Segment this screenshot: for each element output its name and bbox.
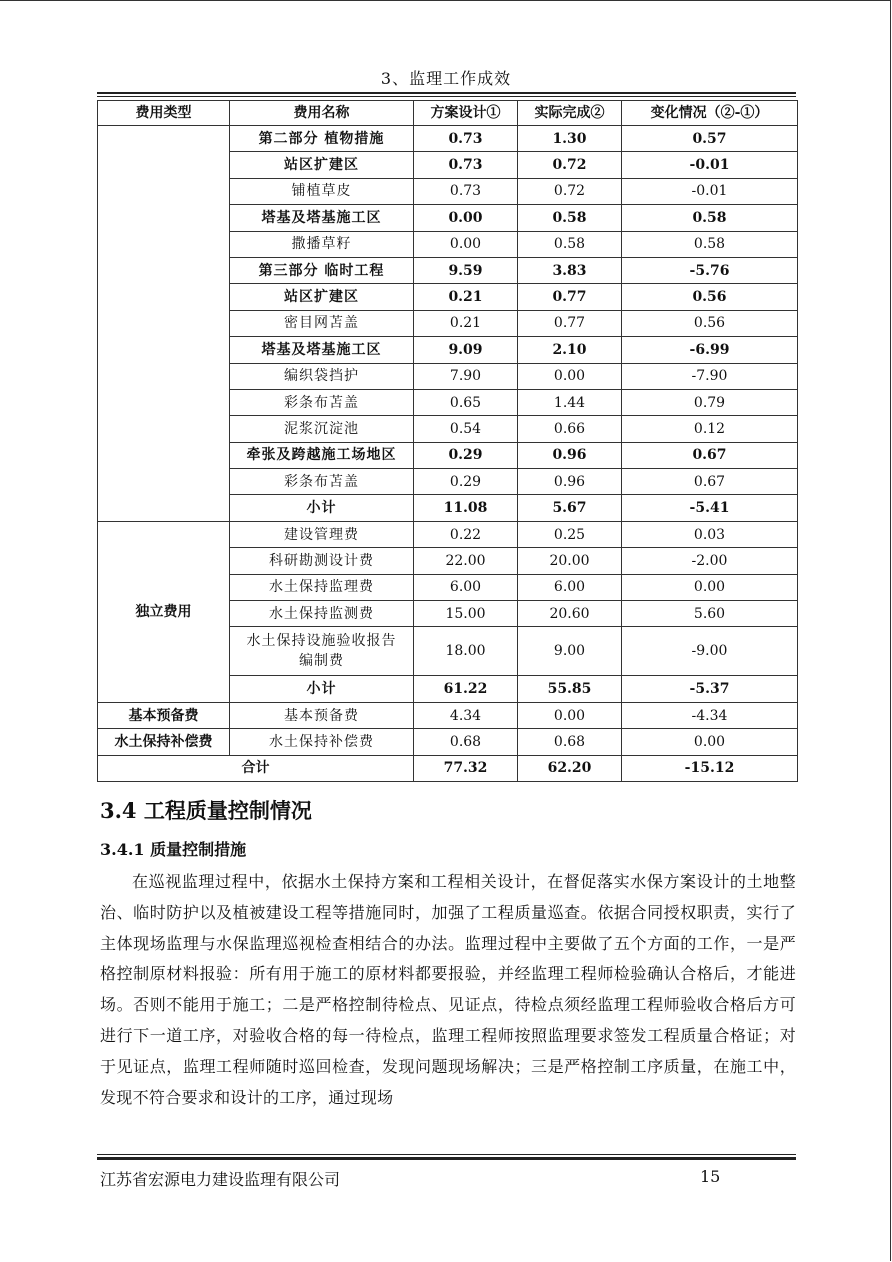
- row-plan: 0.65: [414, 389, 518, 415]
- section-title: 3.4 工程质量控制情况: [100, 798, 312, 823]
- row-actual: 0.58: [518, 231, 622, 257]
- compensation-type-cell: 水土保持补偿费: [98, 729, 230, 755]
- row-plan: 0.21: [414, 310, 518, 336]
- row-plan: 0.54: [414, 416, 518, 442]
- row-actual: 0.72: [518, 152, 622, 178]
- row-plan: 0.00: [414, 205, 518, 231]
- independent-fee-type-cell: 独立费用: [98, 521, 230, 702]
- row-plan: 0.29: [414, 442, 518, 468]
- row-name: 基本预备费: [230, 702, 414, 728]
- row-actual: 0.25: [518, 521, 622, 547]
- row-actual: 0.58: [518, 205, 622, 231]
- row-actual: 0.00: [518, 363, 622, 389]
- row-name: 泥浆沉淀池: [230, 416, 414, 442]
- row-actual: 2.10: [518, 337, 622, 363]
- row-name: 塔基及塔基施工区: [230, 205, 414, 231]
- row-change: -4.34: [622, 702, 798, 728]
- row-name: 水土保持监理费: [230, 574, 414, 600]
- row-plan: 0.73: [414, 178, 518, 204]
- row-name: 水土保持补偿费: [230, 729, 414, 755]
- header-rule: [97, 92, 796, 94]
- row-plan: 9.09: [414, 337, 518, 363]
- row-change: -5.41: [622, 495, 798, 521]
- row-actual: 0.66: [518, 416, 622, 442]
- row-change: 0.56: [622, 284, 798, 310]
- row-change: -0.01: [622, 152, 798, 178]
- row-actual: 0.77: [518, 310, 622, 336]
- footer-company: 江苏省宏源电力建设监理有限公司: [100, 1170, 341, 1189]
- row-plan: 0.29: [414, 469, 518, 495]
- row-plan: 22.00: [414, 548, 518, 574]
- row-actual: 20.00: [518, 548, 622, 574]
- row-actual: 0.77: [518, 284, 622, 310]
- col-header-name: 费用名称: [230, 101, 414, 126]
- row-plan: 0.68: [414, 729, 518, 755]
- col-header-plan: 方案设计①: [414, 101, 518, 126]
- row-actual: 0.00: [518, 702, 622, 728]
- row-change: 0.03: [622, 521, 798, 547]
- row-change: 0.57: [622, 126, 798, 152]
- row-plan: 7.90: [414, 363, 518, 389]
- row-change: 0.12: [622, 416, 798, 442]
- row-name: 彩条布苫盖: [230, 469, 414, 495]
- row-change: 0.67: [622, 442, 798, 468]
- row-name: 编织袋挡护: [230, 363, 414, 389]
- body-paragraph: 在巡视监理过程中，依据水土保持方案和工程相关设计，在督促落实水保方案设计的土地整治、临时防护以及植被建设工程等措施同时，加强了工程质量巡查。依据合同授权职责，实行了主体现场监理与水保监理巡视检查相结合的办法。监理过程中主要做了五个方面的工作，一是严格控制原材料报验：所有用于施工的原材料都要报验，并经监理工程师检验确认合格后，才能进场。否则不能用于施工；二是严格控制待检点、见证点，待检点须经监理工程师验收合格后方可进行下一道工序，对验收合格的每一待检点，监理工程师按照监理要求签发工程质量合格证；对于见证点，监理工程师随时巡回检查，发现问题现场解决；三是严格控制工序质量，在施工中，发现不符合要求和设计的工序，通过现场: [100, 872, 796, 1107]
- row-actual: 0.96: [518, 469, 622, 495]
- row-plan: 0.73: [414, 126, 518, 152]
- row-name: [230, 627, 414, 676]
- row-change: 0.56: [622, 310, 798, 336]
- row-name: 科研勘测设计费: [230, 548, 414, 574]
- header-rule-thin: [97, 96, 796, 97]
- row-name: 塔基及塔基施工区: [230, 337, 414, 363]
- row-name: 站区扩建区: [230, 152, 414, 178]
- table-row-total: [98, 755, 798, 781]
- table-row: [98, 729, 798, 755]
- reserve-type-cell: 基本预备费: [98, 702, 230, 728]
- row-name: 建设管理费: [230, 521, 414, 547]
- row-name-line2: 编制费: [299, 653, 344, 670]
- col-header-type: 费用类型: [98, 101, 230, 126]
- group-type-cell: [98, 126, 230, 522]
- row-name: 站区扩建区: [230, 284, 414, 310]
- row-actual: 0.72: [518, 178, 622, 204]
- row-name-line1: 水土保持设施验收报告: [246, 633, 397, 650]
- row-change: -6.99: [622, 337, 798, 363]
- table-row: [98, 702, 798, 728]
- row-actual: 1.44: [518, 389, 622, 415]
- footer-rule-thin: [97, 1154, 796, 1155]
- row-name: 水土保持监测费: [230, 601, 414, 627]
- row-change: -9.00: [622, 627, 798, 676]
- row-plan: 0.00: [414, 231, 518, 257]
- row-plan: 4.34: [414, 702, 518, 728]
- row-change: -2.00: [622, 548, 798, 574]
- row-actual: 6.00: [518, 574, 622, 600]
- total-plan: 77.32: [414, 755, 518, 781]
- row-change: -0.01: [622, 178, 798, 204]
- subsection-title: 3.4.1 质量控制措施: [100, 840, 247, 859]
- row-name: 撒播草籽: [230, 231, 414, 257]
- row-actual: 9.00: [518, 627, 622, 676]
- table-header-row: [98, 101, 798, 126]
- row-name: 第三部分 临时工程: [230, 257, 414, 283]
- row-actual: 0.68: [518, 729, 622, 755]
- row-actual: 55.85: [518, 676, 622, 702]
- row-plan: 9.59: [414, 257, 518, 283]
- page-number: 15: [700, 1167, 721, 1186]
- row-plan: 0.21: [414, 284, 518, 310]
- row-name: 小计: [230, 676, 414, 702]
- row-change: 0.67: [622, 469, 798, 495]
- cost-table: [97, 100, 798, 782]
- row-change: 0.79: [622, 389, 798, 415]
- row-plan: 61.22: [414, 676, 518, 702]
- total-actual: 62.20: [518, 755, 622, 781]
- row-change: 0.58: [622, 231, 798, 257]
- row-plan: 15.00: [414, 601, 518, 627]
- row-plan: 6.00: [414, 574, 518, 600]
- row-actual: 1.30: [518, 126, 622, 152]
- row-actual: 20.60: [518, 601, 622, 627]
- row-name: 第二部分 植物措施: [230, 126, 414, 152]
- table-row: [98, 521, 798, 547]
- row-change: 0.00: [622, 574, 798, 600]
- row-change: -5.76: [622, 257, 798, 283]
- row-plan: 0.22: [414, 521, 518, 547]
- row-actual: 3.83: [518, 257, 622, 283]
- row-change: -7.90: [622, 363, 798, 389]
- row-actual: 5.67: [518, 495, 622, 521]
- row-name: 铺植草皮: [230, 178, 414, 204]
- footer-rule: [97, 1157, 796, 1160]
- row-plan: 0.73: [414, 152, 518, 178]
- row-change: -5.37: [622, 676, 798, 702]
- row-name: 小计: [230, 495, 414, 521]
- row-plan: 18.00: [414, 627, 518, 676]
- total-change: -15.12: [622, 755, 798, 781]
- row-plan: 11.08: [414, 495, 518, 521]
- row-name: 密目网苫盖: [230, 310, 414, 336]
- row-change: 0.00: [622, 729, 798, 755]
- row-name: 彩条布苫盖: [230, 389, 414, 415]
- row-change: 5.60: [622, 601, 798, 627]
- row-actual: 0.96: [518, 442, 622, 468]
- table-row: [98, 126, 798, 152]
- row-change: 0.58: [622, 205, 798, 231]
- page-header-title: 3、监理工作成效: [380, 69, 512, 88]
- row-name: 牵张及跨越施工场地区: [230, 442, 414, 468]
- col-header-change: 变化情况（②-①）: [622, 101, 798, 126]
- col-header-actual: 实际完成②: [518, 101, 622, 126]
- total-label: 合计: [98, 755, 414, 781]
